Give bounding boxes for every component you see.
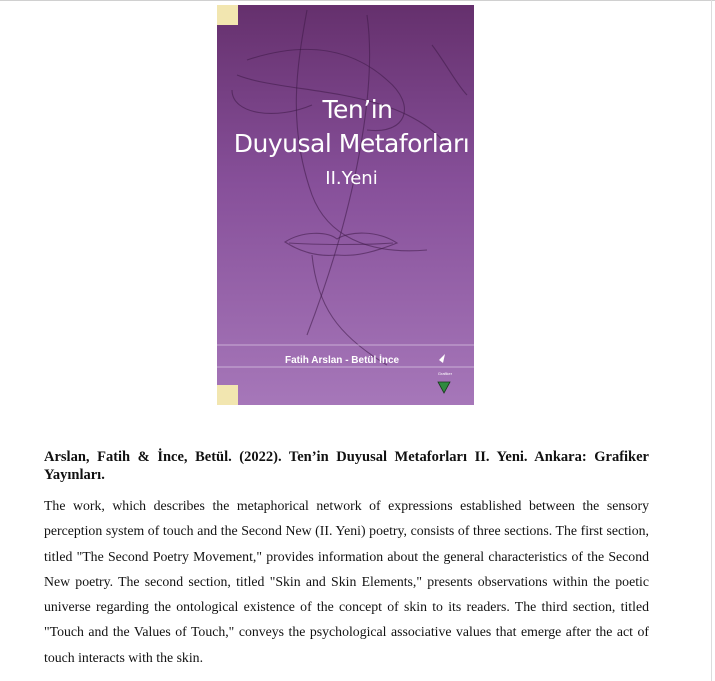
cover-subtitle: II.Yeni: [325, 168, 378, 189]
top-border: [0, 0, 715, 1]
cover-title-line1: Ten’in: [322, 95, 393, 124]
cover-title-line2: Duyusal Metaforları: [233, 129, 470, 158]
book-cover-artwork: [217, 5, 474, 405]
citation-heading: Arslan, Fatih & İnce, Betül. (2022). Ten’in Duyusal Metaforları II. Yeni. Ankara: Grafiker Yayınları.: [44, 449, 649, 483]
right-border: [711, 0, 712, 681]
cover-authors: Fatih Arslan - Betül İnce: [285, 355, 400, 366]
book-cover-image: [217, 5, 474, 405]
abstract-paragraph: The work, which describes the metaphorical network of expressions established between the sensory perception system of touch and the Second New (II. Yeni) poetry, consists of three sections. The first section, titled "The Second Poetry Movement," provides information about the general characteristics of the Second New poetry. The second section, titled "Skin and Skin Elements," presents observations within the poetic universe regarding the ontological existence of the concept of skin to its readers. The third section, titled "Touch and the Values of Touch," conveys the psychological associative values that emerge after the act of touch interacts with the skin.: [44, 498, 649, 665]
publisher-logo-text: Grafiker: [437, 371, 453, 376]
